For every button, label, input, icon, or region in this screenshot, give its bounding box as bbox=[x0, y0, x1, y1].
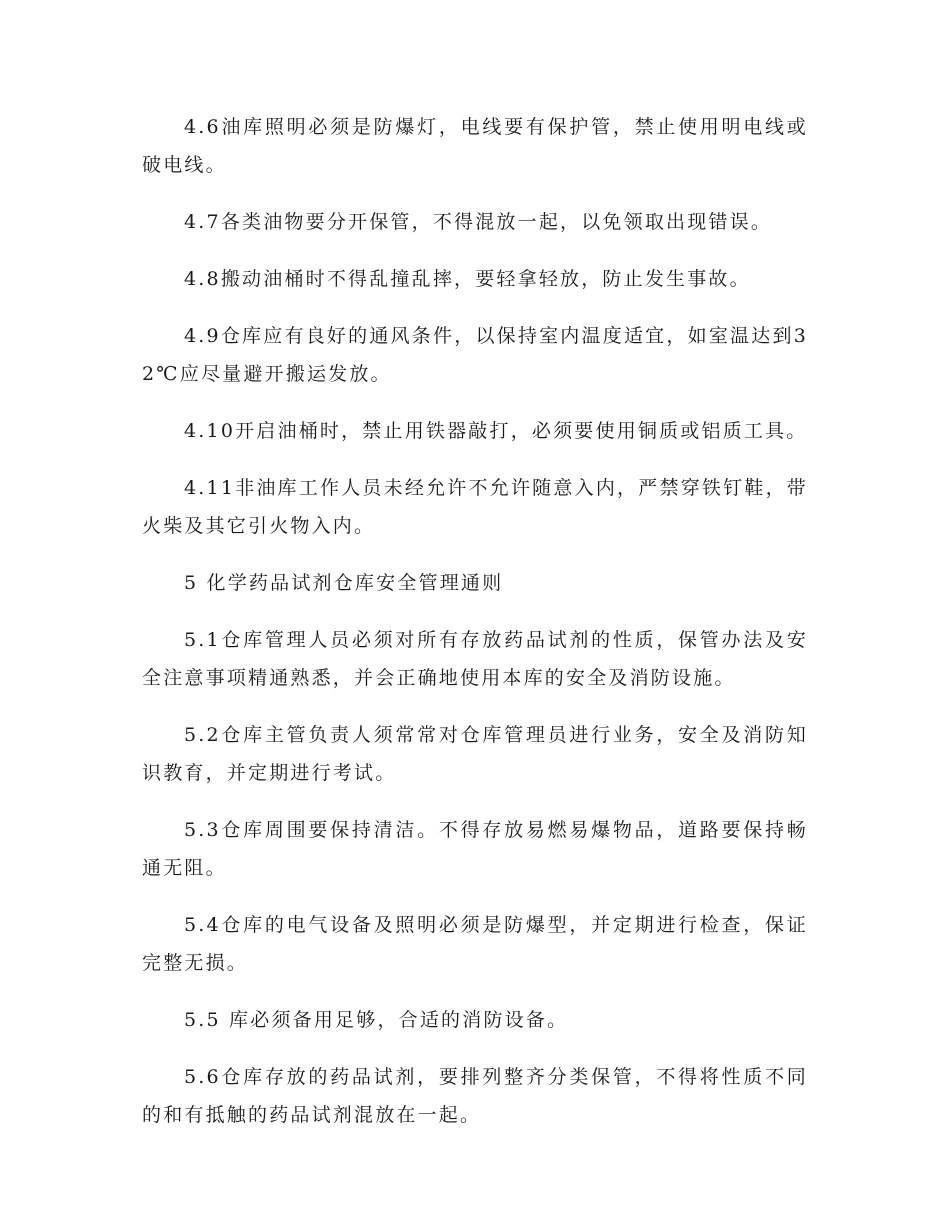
paragraph-5-5: 5.5 库必须备用足够，合适的消防设备。 bbox=[184, 1009, 569, 1031]
section-heading-5: 5 化学药品试剂仓库安全管理通则 bbox=[184, 572, 504, 594]
paragraph-4-6: 4.6油库照明必须是防爆灯，电线要有保护管，禁止使用明电线或破电线。 bbox=[142, 116, 808, 176]
paragraph-5-1: 5.1仓库管理人员必须对所有存放药品试剂的性质，保管办法及安全注意事项精通熟悉，并会正确地使用本库的安全及消防设施。 bbox=[142, 629, 808, 689]
paragraph-4-7: 4.7各类油物要分开保管，不得混放一起，以免领取出现错误。 bbox=[184, 211, 773, 233]
paragraph-5-2: 5.2仓库主管负责人须常常对仓库管理员进行业务，安全及消防知识教育，并定期进行考试。 bbox=[142, 724, 808, 784]
paragraph-4-8: 4.8搬动油桶时不得乱撞乱摔，要轻拿轻放，防止发生事故。 bbox=[184, 268, 751, 290]
paragraph-4-11: 4.11非油库工作人员未经允许不允许随意入内，严禁穿铁钉鞋，带火柴及其它引火物入内。 bbox=[142, 477, 808, 537]
document-body bbox=[142, 108, 808, 1153]
paragraph-5-3: 5.3仓库周围要保持清洁。不得存放易燃易爆物品，道路要保持畅通无阻。 bbox=[142, 819, 808, 879]
paragraph-4-9: 4.9仓库应有良好的通风条件，以保持室内温度适宜，如室温达到32℃应尽量避开搬运发放。 bbox=[142, 325, 808, 385]
paragraph-4-10: 4.10开启油桶时，禁止用铁器敲打，必须要使用铜质或铝质工具。 bbox=[184, 420, 808, 442]
paragraph-5-6: 5.6仓库存放的药品试剂，要排列整齐分类保管，不得将性质不同的和有抵触的药品试剂混放在一起。 bbox=[142, 1066, 808, 1126]
paragraph-5-4: 5.4仓库的电气设备及照明必须是防爆型，并定期进行检查，保证完整无损。 bbox=[142, 914, 808, 974]
